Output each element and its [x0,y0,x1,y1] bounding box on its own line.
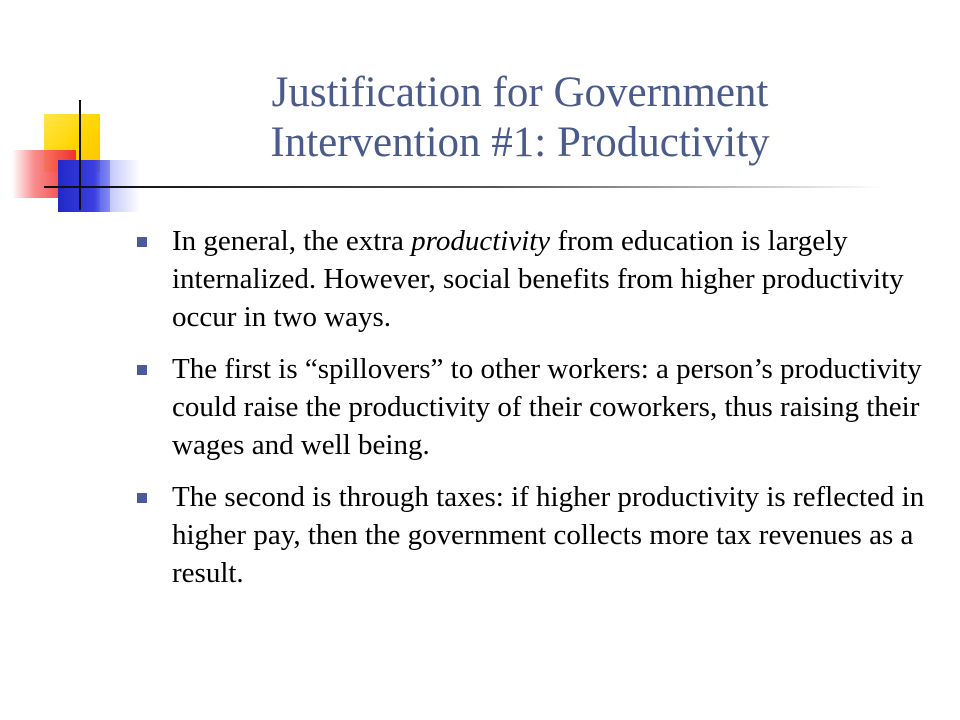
bullet-1-emphasis: productivity [411,225,551,257]
logo-horizontal-line [44,186,104,188]
bullet-text-3: The second is through taxes: if higher productivity is reflected in higher pay, then the government collects more tax revenues as a result. [172,481,925,589]
title-line-2: Intervention #1: Productivity [270,119,770,166]
square-bullet-icon [137,365,147,375]
bullet-item-2 [132,350,932,464]
bullet-1-post: from education is largely internalized. However, social benefits from higher productivity occur in two ways. [172,225,904,333]
slide-title [140,68,900,168]
square-bullet-icon [137,237,147,247]
logo-vertical-line [79,100,81,210]
square-bullet-icon [137,493,147,503]
title-line-1: Justification for Government [271,69,769,116]
bullet-1-pre: In general, the extra [172,225,412,257]
bullet-item-1 [132,222,932,336]
bullet-text-2: The first is “spillovers” to other workers: a person’s productivity could raise the productivity of their coworkers, thus raising their wages and well being. [172,353,922,461]
title-underline-rule [104,186,884,188]
bullet-item-3 [132,478,932,592]
bullet-text-1 [172,222,932,336]
bullet-list [132,222,932,606]
